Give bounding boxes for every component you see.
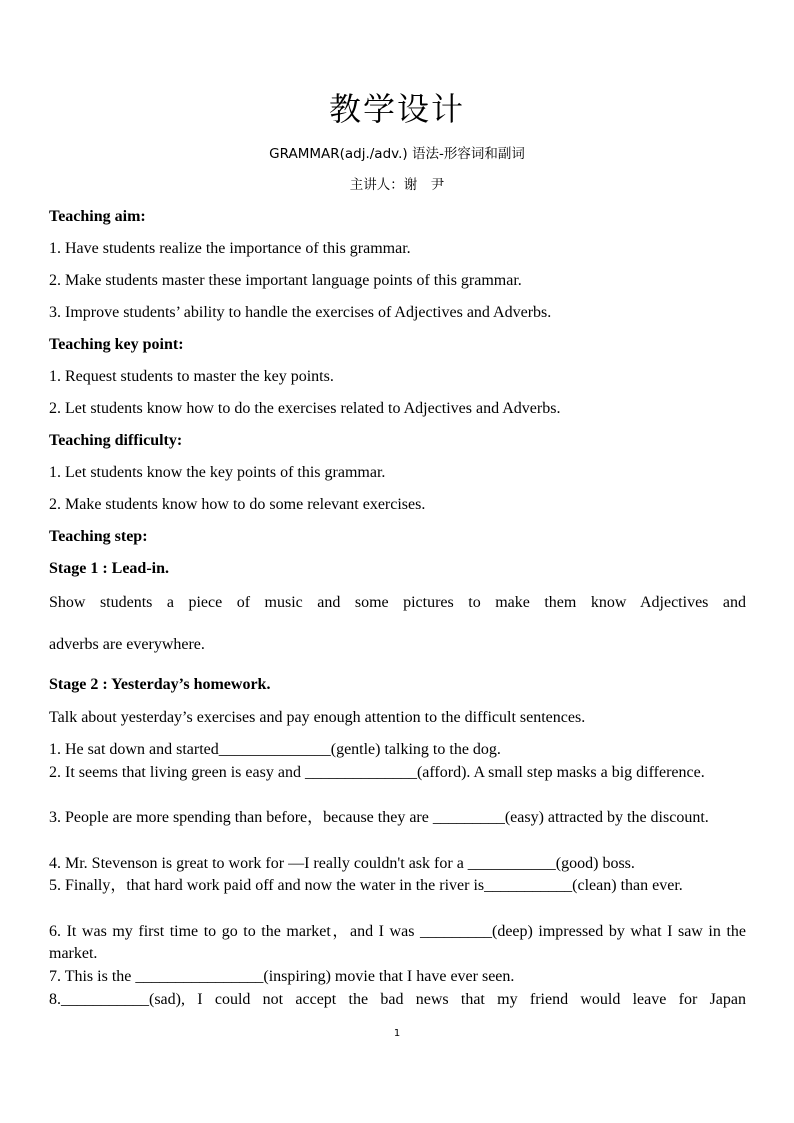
stage1-text-continued: adverbs are everywhere. xyxy=(49,636,205,653)
stage2-intro: Talk about yesterday’s exercises and pay enough attention to the difficult sentences. xyxy=(49,709,586,726)
page-number: 1 xyxy=(393,1028,401,1039)
teaching-aim-heading: Teaching aim: xyxy=(49,208,146,225)
difficulty-item: 2. Make students know how to do some relevant exercises. xyxy=(49,496,426,513)
difficulty-heading: Teaching difficulty: xyxy=(49,432,183,449)
stage1-heading: Stage 1 : Lead-in. xyxy=(49,560,169,577)
exercise-item: 1. He sat down and started______________(gentle) talking to the dog. xyxy=(49,741,501,758)
key-point-item: 2. Let students know how to do the exercises related to Adjectives and Adverbs. xyxy=(49,400,561,417)
key-point-heading: Teaching key point: xyxy=(49,336,184,353)
exercise-item: 4. Mr. Stevenson is great to work for —I really couldn't ask for a ___________(good) boss. xyxy=(49,855,635,872)
difficulty-item: 1. Let students know the key points of this grammar. xyxy=(49,464,386,481)
key-point-item: 1. Request students to master the key points. xyxy=(49,368,334,385)
stage1-text: Show students a piece of music and some pictures to make them know Adjectives and xyxy=(49,594,746,611)
stage2-heading: Stage 2 : Yesterday’s homework. xyxy=(49,676,271,693)
teaching-aim-item: 2. Make students master these important language points of this grammar. xyxy=(49,272,522,289)
exercise-item: 2. It seems that living green is easy and ______________(afford). A small step masks a big difference. xyxy=(49,764,705,781)
teaching-aim-item: 3. Improve students’ ability to handle the exercises of Adjectives and Adverbs. xyxy=(49,304,552,321)
teaching-aim-item: 1. Have students realize the importance of this grammar. xyxy=(49,240,411,257)
page-title: 教学设计 xyxy=(328,90,465,128)
page-subtitle: GRAMMAR(adj./adv.) 语法-形容词和副词 xyxy=(269,146,525,162)
exercise-item: 7. This is the ________________(inspiring) movie that I have ever seen. xyxy=(49,968,515,985)
exercise-item: 8.___________(sad), I could not accept the bad news that my friend would leave for Japan xyxy=(49,991,746,1008)
speaker-line: 主讲人：谢 尹 xyxy=(349,177,445,193)
exercise-item: 3. People are more spending than before，because they are _________(easy) attracted by the discount. xyxy=(49,809,709,826)
teaching-step-heading: Teaching step: xyxy=(49,528,148,545)
exercise-item: 5. Finally，that hard work paid off and now the water in the river is___________(clean) than ever. xyxy=(49,877,683,894)
exercise-item: 6. It was my first time to go to the market，and I was _________(deep) impressed by what I saw in the market. xyxy=(49,923,746,962)
